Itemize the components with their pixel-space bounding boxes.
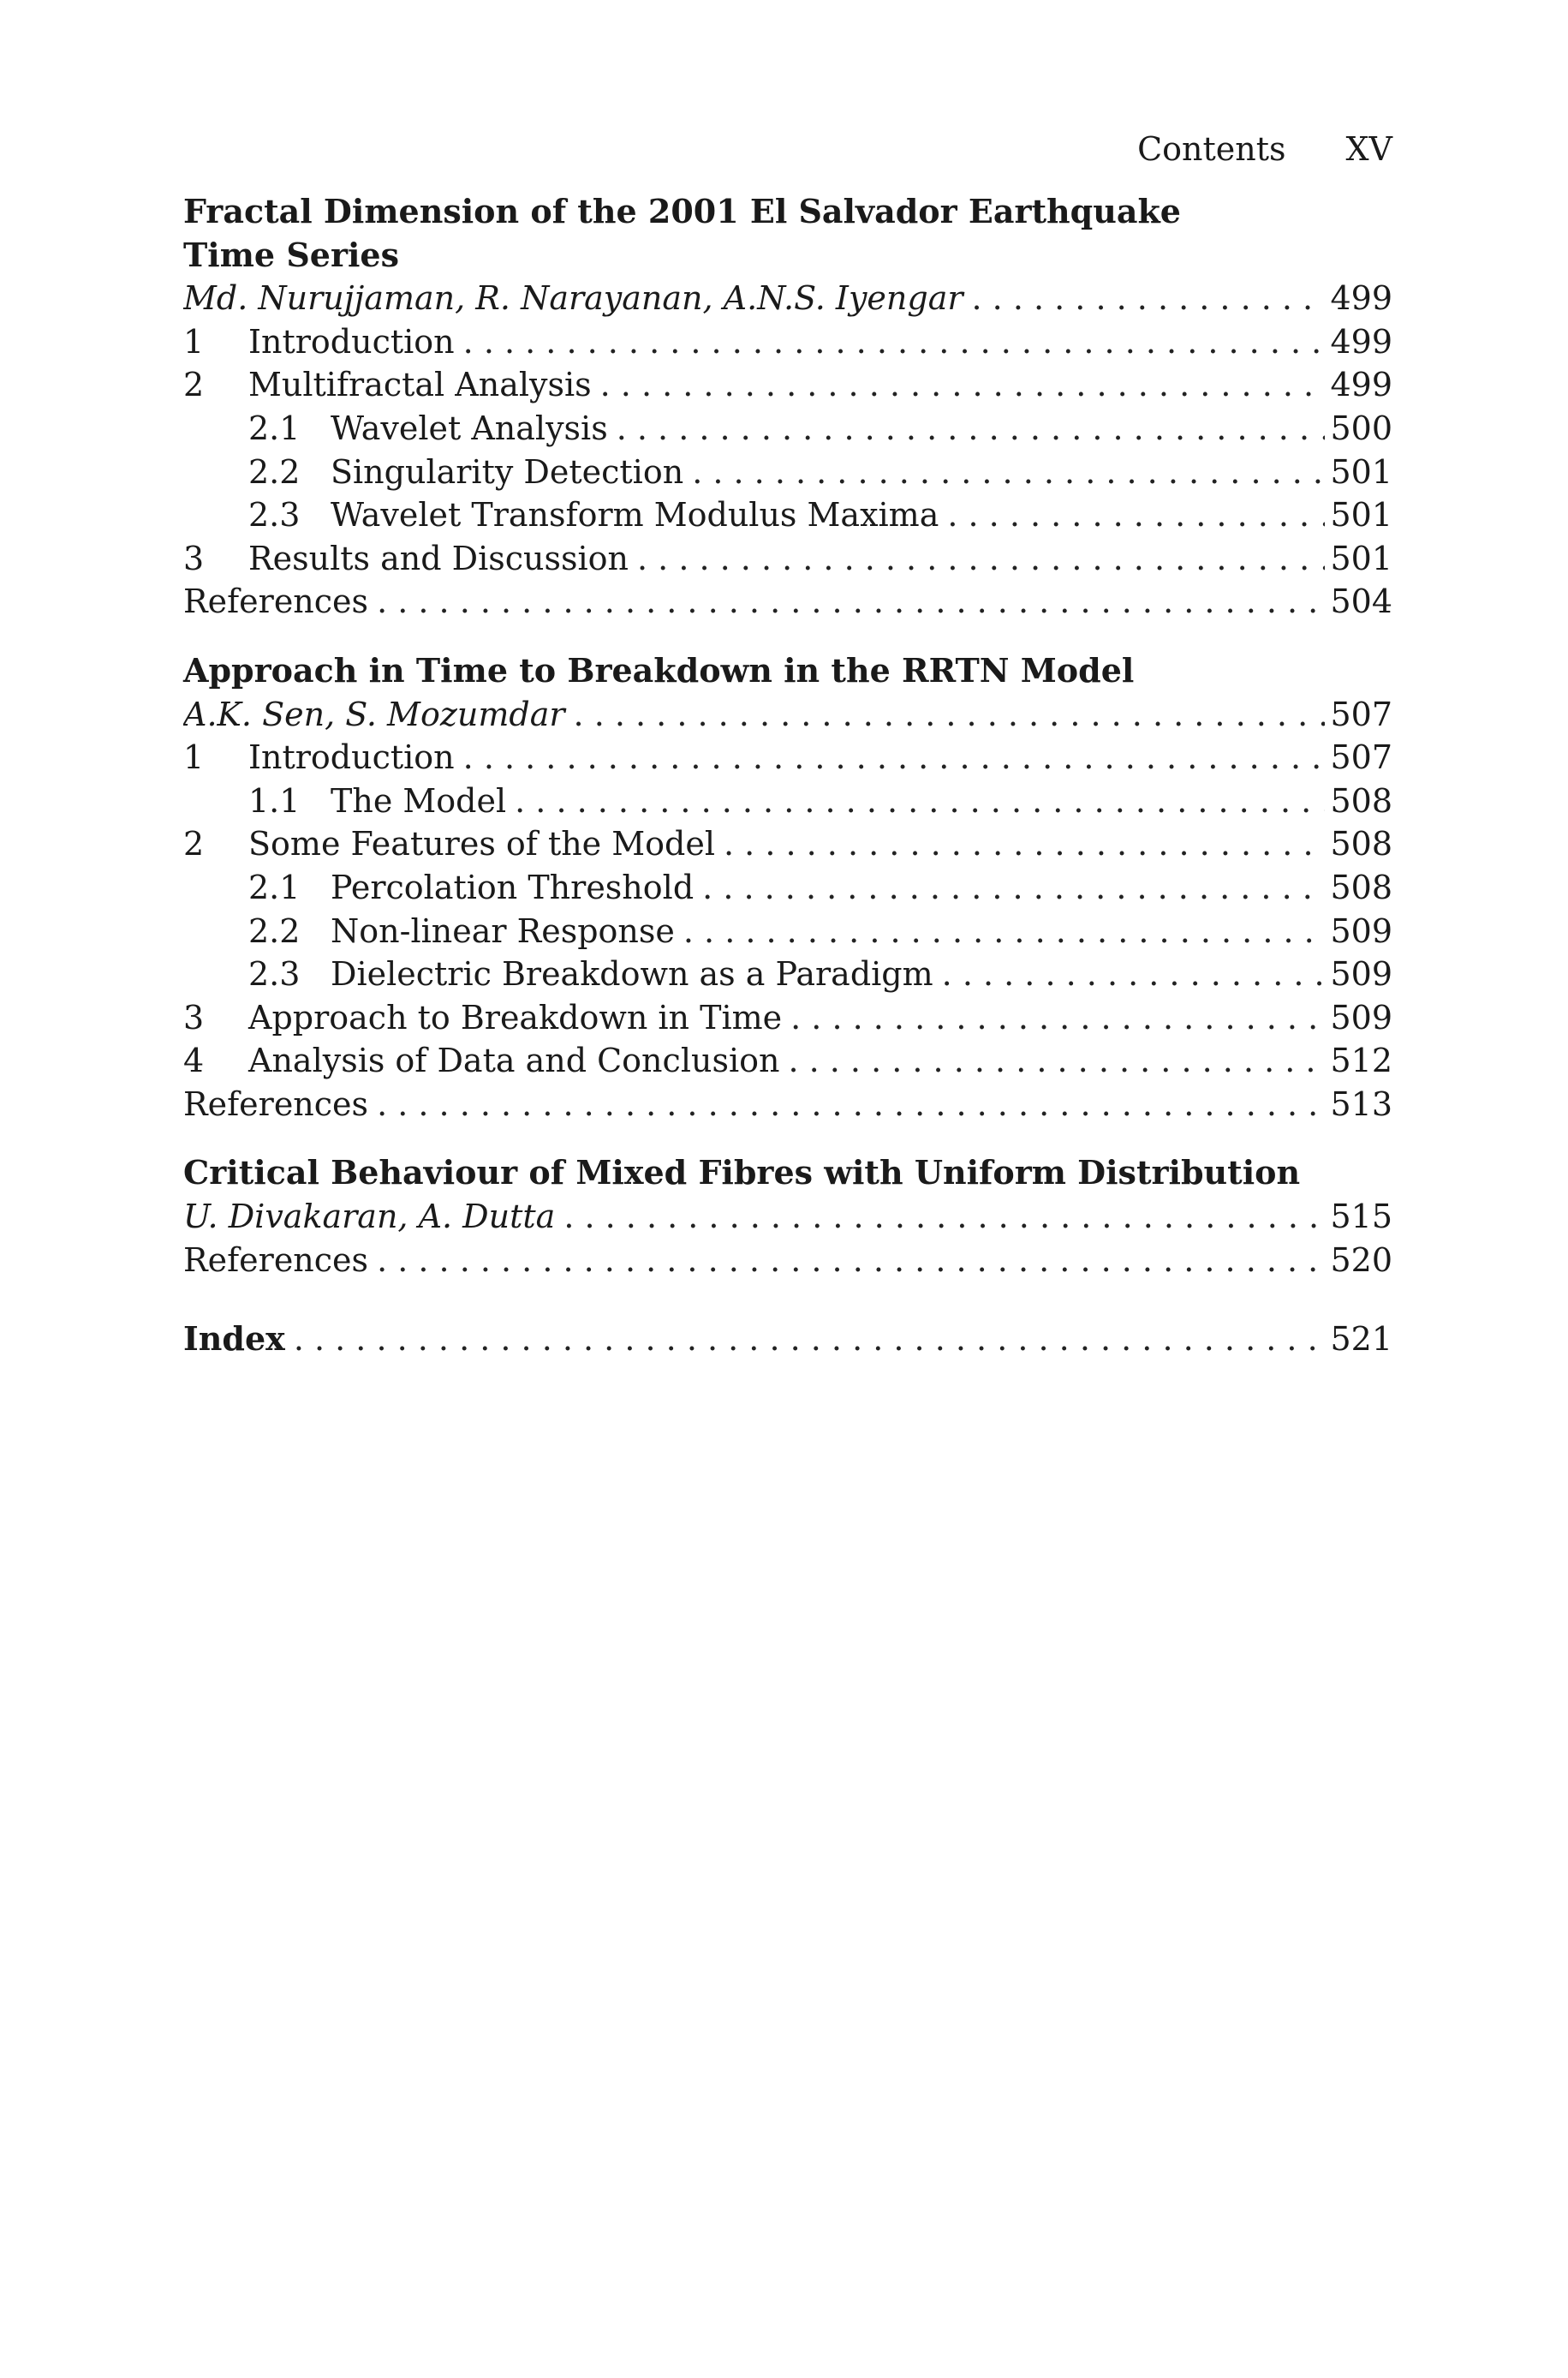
page-number: 500	[1330, 409, 1392, 447]
toc-references-entry[interactable]	[183, 1239, 1392, 1282]
section-title: Percolation Threshold	[331, 868, 695, 906]
chapter-title[interactable]: Time Series	[183, 235, 399, 274]
dot-leader	[294, 1317, 1326, 1361]
chapter-authors: A.K. Sen, S. Mozumdar	[183, 695, 565, 733]
dot-leader	[600, 363, 1326, 407]
page-number: 501	[1330, 496, 1392, 535]
section-number: 2.3	[248, 955, 301, 994]
dot-leader	[463, 320, 1326, 364]
toc-entry[interactable]	[183, 953, 1392, 996]
section-title: Multifractal Analysis	[248, 366, 592, 404]
dot-leader	[377, 1083, 1325, 1126]
chapter-authors-row[interactable]	[183, 693, 1392, 737]
dot-leader	[683, 910, 1326, 953]
section-title: References	[183, 1084, 369, 1123]
running-head-title: Contents	[1137, 130, 1286, 168]
chapter-authors: U. Divakaran, A. Dutta	[183, 1198, 556, 1236]
page-number: 499	[1330, 322, 1392, 361]
page-number: 501	[1330, 452, 1392, 491]
section-number: 2	[183, 366, 205, 404]
section-title: Introduction	[248, 738, 455, 777]
toc-entry[interactable]	[183, 537, 1392, 581]
toc-references-entry[interactable]	[183, 1083, 1392, 1126]
dot-leader	[515, 780, 1325, 823]
toc-chapter	[183, 649, 1392, 1126]
page-number: 509	[1330, 998, 1392, 1037]
page-number: 507	[1330, 738, 1392, 777]
dot-leader	[574, 693, 1326, 737]
toc-page	[183, 120, 1392, 1361]
page-number: 499	[1330, 279, 1392, 318]
running-head-page-number: XV	[1345, 130, 1392, 168]
section-number: 1	[183, 738, 205, 777]
toc-entry[interactable]	[183, 780, 1392, 823]
page-number: 508	[1330, 868, 1392, 906]
section-title: Wavelet Analysis	[331, 409, 608, 447]
chapter-authors: Md. Nurujjaman, R. Narayanan, A.N.S. Iyengar	[183, 279, 963, 318]
dot-leader	[377, 1239, 1325, 1282]
section-number: 2.1	[248, 409, 301, 447]
page-number: 513	[1330, 1084, 1392, 1123]
section-number: 4	[183, 1042, 205, 1080]
running-head	[183, 120, 1392, 178]
page-number: 508	[1330, 825, 1392, 863]
toc-references-entry[interactable]	[183, 580, 1392, 624]
toc-entry[interactable]	[183, 451, 1392, 494]
dot-leader	[617, 407, 1326, 451]
section-title: Non-linear Response	[331, 911, 675, 950]
toc-index-entry[interactable]	[183, 1317, 1392, 1361]
section-title: Introduction	[248, 322, 455, 361]
chapter-authors-row[interactable]	[183, 277, 1392, 320]
section-title: References	[183, 1240, 369, 1279]
page-number: 499	[1330, 366, 1392, 404]
section-title: The Model	[331, 781, 507, 820]
section-title: Analysis of Data and Conclusion	[248, 1042, 780, 1080]
section-number: 2.2	[248, 911, 301, 950]
toc-entry[interactable]	[183, 407, 1392, 451]
section-number: 2.1	[248, 868, 301, 906]
toc-entry[interactable]	[183, 1039, 1392, 1083]
page-number: 501	[1330, 539, 1392, 577]
toc-entry[interactable]	[183, 822, 1392, 866]
toc-entry[interactable]	[183, 363, 1392, 407]
toc-chapter	[183, 1151, 1392, 1282]
section-title: Dielectric Breakdown as a Paradigm	[331, 955, 933, 994]
section-title: Some Features of the Model	[248, 825, 716, 863]
page-number: 504	[1330, 583, 1392, 621]
toc-entry[interactable]	[183, 910, 1392, 953]
page-number: 509	[1330, 955, 1392, 994]
page-number: 521	[1330, 1320, 1392, 1359]
section-title: Wavelet Transform Modulus Maxima	[331, 496, 939, 535]
index-label: Index	[183, 1319, 285, 1359]
chapter-title[interactable]: Critical Behaviour of Mixed Fibres with Uniform Distribution	[183, 1153, 1301, 1192]
toc-entry[interactable]	[183, 996, 1392, 1040]
section-number: 2.2	[248, 452, 301, 491]
dot-leader	[972, 277, 1326, 320]
page-number: 512	[1330, 1042, 1392, 1080]
chapter-title[interactable]: Fractal Dimension of the 2001 El Salvador Earthquake	[183, 192, 1181, 230]
page-number: 508	[1330, 781, 1392, 820]
dot-leader	[377, 580, 1325, 624]
dot-leader	[790, 996, 1325, 1040]
dot-leader	[692, 451, 1325, 494]
toc-entry[interactable]	[183, 866, 1392, 910]
toc-entry[interactable]	[183, 320, 1392, 364]
chapter-title[interactable]: Approach in Time to Breakdown in the RRTN Model	[183, 650, 1135, 690]
page-number: 509	[1330, 911, 1392, 950]
dot-leader	[463, 736, 1326, 780]
section-title: Results and Discussion	[248, 539, 629, 577]
page-number: 507	[1330, 695, 1392, 733]
dot-leader	[947, 493, 1325, 537]
table-of-contents	[183, 190, 1392, 1361]
section-number: 3	[183, 998, 205, 1037]
toc-entry[interactable]	[183, 493, 1392, 537]
section-title: Approach to Breakdown in Time	[248, 998, 783, 1037]
section-number: 1	[183, 322, 205, 361]
toc-entry[interactable]	[183, 736, 1392, 780]
chapter-authors-row[interactable]	[183, 1195, 1392, 1239]
dot-leader	[788, 1039, 1325, 1083]
dot-leader	[942, 953, 1326, 996]
section-title: References	[183, 583, 369, 621]
section-title: Singularity Detection	[331, 452, 684, 491]
section-number: 3	[183, 539, 205, 577]
page-number: 520	[1330, 1240, 1392, 1279]
section-number: 2.3	[248, 496, 301, 535]
dot-leader	[637, 537, 1325, 581]
dot-leader	[563, 1195, 1325, 1239]
page-number: 515	[1330, 1198, 1392, 1236]
toc-chapter	[183, 190, 1392, 624]
dot-leader	[702, 866, 1325, 910]
section-number: 2	[183, 825, 205, 863]
dot-leader	[724, 822, 1325, 866]
section-number: 1.1	[248, 781, 301, 820]
